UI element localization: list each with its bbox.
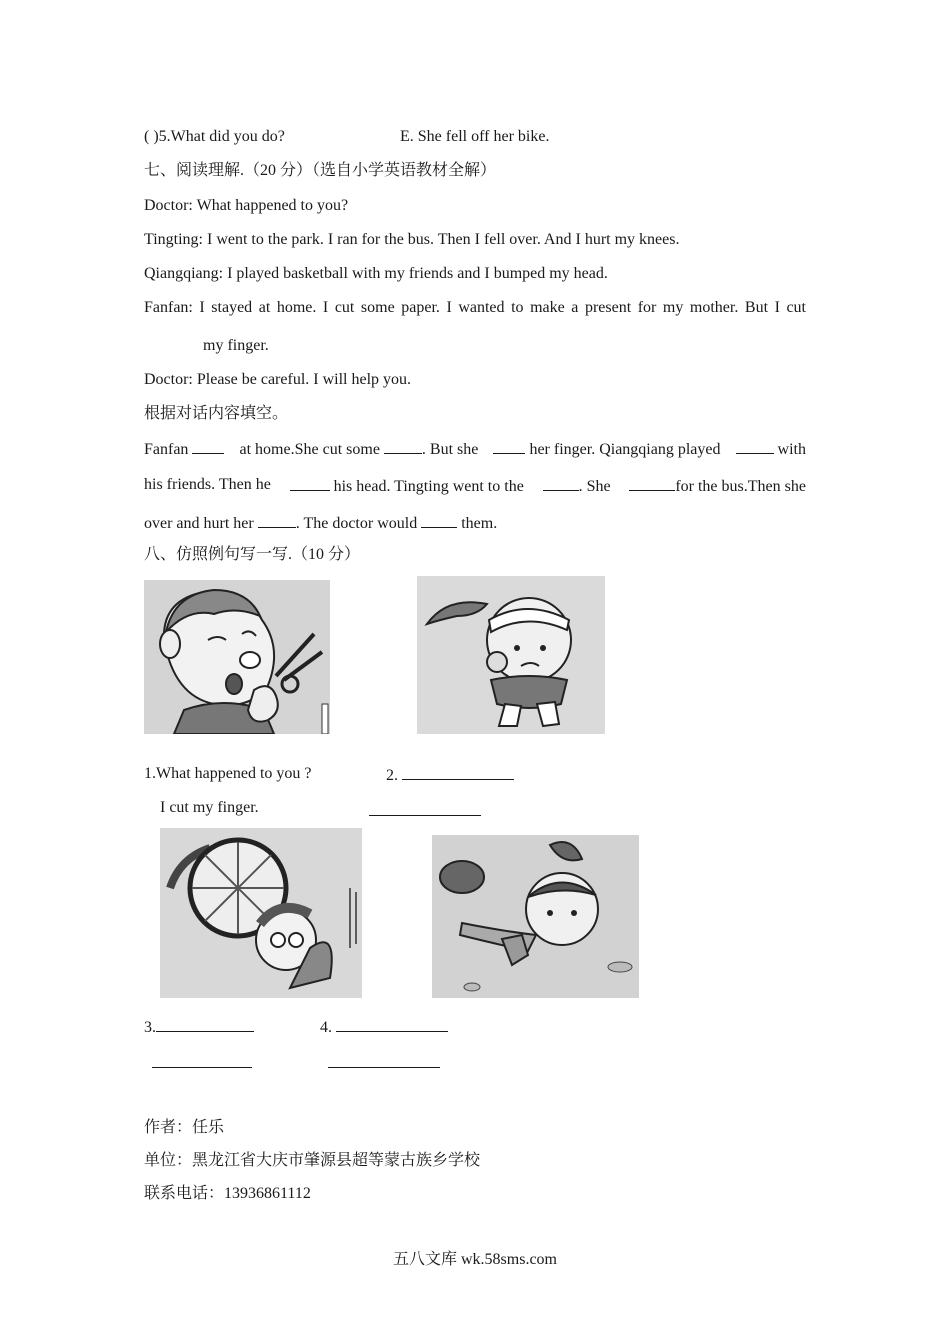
illustration-boy-cut-finger: [144, 580, 330, 734]
author-name: 作者：任乐: [144, 1119, 225, 1136]
fill-line-1: [144, 438, 806, 460]
dialogue-tingting: Tingting: I went to the park. I ran for the bus. Then I fell over. And I hurt my knees.: [144, 231, 680, 248]
answer-3-blank-2[interactable]: [152, 1052, 252, 1068]
page-footer: 五八文库 wk.58sms.com: [392, 1251, 557, 1268]
answer-3-4-row: [144, 1016, 332, 1038]
fill-blank[interactable]: [192, 438, 224, 454]
question-5: [144, 127, 550, 147]
example-answer-row: [160, 798, 259, 818]
section-7-title: 七、阅读理解.（20 分）（选自小学英语教材全解）: [144, 162, 497, 179]
section-8-title: 八、仿照例句写一写.（10 分）: [144, 546, 361, 563]
dialogue-fanfan-line-1: Fanfan: I stayed at home. I cut some paper. I wanted to make a present for my mother. But I cut: [144, 299, 806, 316]
fill-blank[interactable]: [493, 438, 525, 454]
fill-text: . The doctor would: [295, 515, 418, 532]
author-phone: 联系电话：13936861112: [144, 1185, 311, 1202]
answer-2-blank-2[interactable]: [369, 800, 481, 816]
fill-text: Fanfan: [144, 441, 189, 458]
fill-text: his head. Tingting went to the: [333, 478, 524, 495]
fill-blank[interactable]: [258, 512, 296, 528]
fill-text: with: [777, 441, 806, 458]
fill-text: them.: [461, 515, 498, 532]
fill-blank[interactable]: [290, 475, 330, 491]
fill-blank[interactable]: [384, 438, 422, 454]
answer-4-blank-2[interactable]: [328, 1052, 440, 1068]
author-unit: 单位：黑龙江省大庆市肇源县超等蒙古族乡学校: [144, 1152, 481, 1169]
dialogue-doctor-closing: Doctor: Please be careful. I will help you.: [144, 371, 412, 388]
fill-blank[interactable]: [543, 475, 579, 491]
question-5-option-e: E. She fell off her bike.: [400, 128, 550, 145]
answer-3-label: 3.: [144, 1019, 156, 1036]
answer-4-label: 4.: [320, 1019, 332, 1036]
fill-text: for the bus.Then she: [675, 478, 806, 495]
answer-2-blank-1[interactable]: [402, 764, 514, 780]
answer-2-label: 2.: [386, 767, 398, 784]
example-question: 1.What happened to you ?: [144, 765, 312, 782]
fill-text: over and hurt her: [144, 515, 254, 532]
question-5-prompt: ( )5.What did you do?: [144, 128, 285, 145]
illustration-boy-fell-off-bike: [160, 828, 362, 998]
fill-line-3: [144, 512, 497, 534]
dialogue-fanfan-line-2: my finger.: [203, 337, 269, 354]
fill-text: . But she: [421, 441, 479, 458]
fill-text: his friends. Then he: [144, 476, 271, 493]
dialogue-doctor-question: Doctor: What happened to you?: [144, 197, 349, 214]
fill-instruction: 根据对话内容填空。: [144, 405, 289, 422]
illustration-girl-hurt-knees: [417, 576, 605, 734]
fill-blank[interactable]: [736, 438, 774, 454]
illustration-girl-fell-over: [432, 835, 639, 998]
answer-3-blank-1[interactable]: [156, 1016, 254, 1032]
example-answer: I cut my finger.: [160, 799, 259, 816]
fill-blank[interactable]: [421, 512, 457, 528]
fill-text: her finger. Qiangqiang played: [529, 441, 721, 458]
answer-4-blank-1[interactable]: [336, 1016, 448, 1032]
example-row: [144, 764, 398, 784]
fill-text: . She: [578, 478, 611, 495]
fill-text: at home.She cut some: [239, 441, 380, 458]
fill-line-2: [144, 475, 806, 497]
dialogue-qiangqiang: Qiangqiang: I played basketball with my friends and I bumped my head.: [144, 265, 608, 282]
fill-blank[interactable]: [629, 475, 675, 491]
